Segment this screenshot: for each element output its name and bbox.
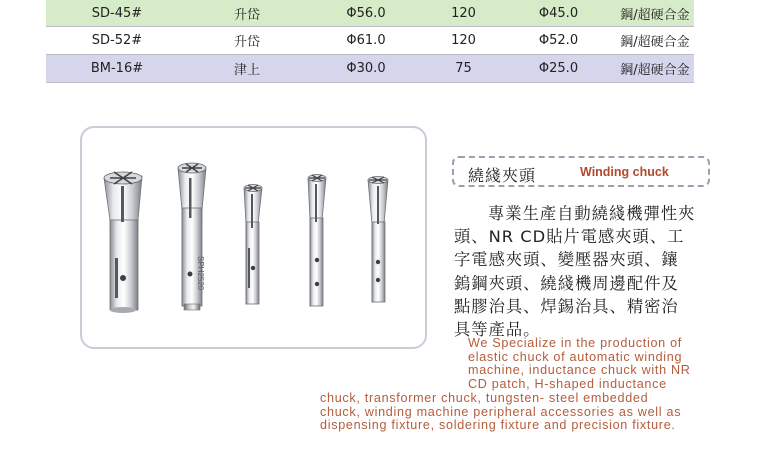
product-title-en: Winding chuck [580,165,669,179]
chuck-4 [308,175,326,307]
description-zh-line: 點膠治具、焊錫治具、精密治 [454,296,679,316]
description-en-bottom [320,392,681,433]
table-row [46,55,694,83]
chuck-2 [178,163,206,310]
winding-chucks-photo [82,128,427,349]
cell-diameter-1: Φ30.0 [346,61,386,76]
description-zh-line: 鎢鋼夾頭、繞綫機周邊配件及 [454,273,679,293]
product-title-box [452,156,710,187]
cell-diameter-1: Φ61.0 [346,33,386,48]
cell-model: BM-16# [90,61,144,76]
cell-diameter-2: Φ52.0 [538,33,579,48]
cell-material: 鋼/超硬合金 [620,7,690,23]
cell-length: 120 [451,5,476,21]
table-row [46,27,694,55]
cell-model: SD-52# [91,33,143,48]
product-photo-frame [80,126,427,349]
cell-model: SD-45# [91,5,143,21]
description-en-line: CD patch, H-shaped inductance [468,377,667,392]
description-en-line: dispensing fixture, soldering fixture and precision fixture. [320,418,676,433]
description-en-line: elastic chuck of automatic winding [468,349,683,364]
table-row [46,0,694,27]
cell-diameter-2: Φ45.0 [538,5,579,21]
cell-material: 鋼/超硬合金 [620,63,690,78]
chuck-1 [104,172,142,313]
description-en-line: chuck, winding machine peripheral accessories as well as [320,404,682,419]
description-zh-line: 專業生產自動繞綫機彈性夾 [488,204,696,223]
description-zh [454,202,700,341]
description-en-top [468,337,691,392]
product-title-zh: 繞綫夾頭 [468,166,537,185]
description-en-line: machine, inductance chuck with NR [468,363,691,378]
cell-type: 升岱 [233,7,260,23]
cell-material: 鋼/超硬合金 [620,35,690,50]
description-en-line: chuck, transformer chuck, tungsten- steel embedded [320,391,649,405]
chuck-5 [368,177,388,303]
cell-length: 120 [451,33,476,48]
description-zh-line: 字電感夾頭、變壓器夾頭、鑲 [454,250,679,270]
spec-table [46,0,694,83]
cell-length: 75 [455,61,472,76]
cell-diameter-2: Φ25.0 [538,61,579,76]
cell-type: 津上 [233,63,260,78]
cell-type: 升岱 [233,35,260,50]
description-en-line: We Specialize in the production of [468,336,682,350]
chuck-3 [244,185,262,305]
description-zh-line: 具等產品。 [454,320,541,340]
description-zh-line: 頭、NR CD貼片電感夾頭、工 [454,227,685,247]
chuck-engraving-text: SPH2520 [196,256,205,291]
cell-diameter-1: Φ56.0 [346,5,386,21]
